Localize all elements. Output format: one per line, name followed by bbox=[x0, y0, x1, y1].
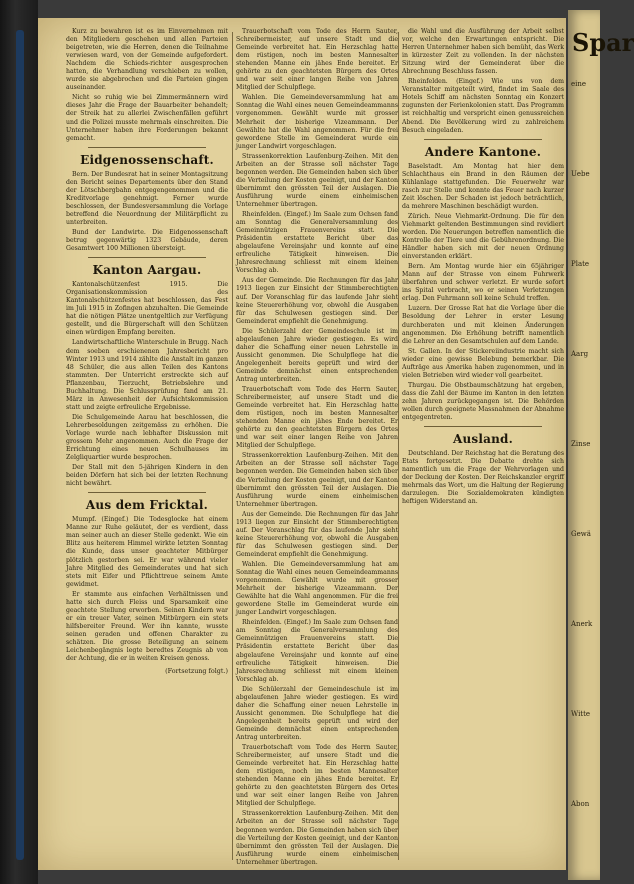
column-middle bbox=[236, 28, 398, 866]
divider bbox=[88, 492, 206, 493]
section-heading-ausland: Ausland. bbox=[452, 432, 514, 447]
article-paragraph: Bern. Der Bundesrat hat in seiner Montagsitzung den Bericht seines Departements über den Stand der Lötschbergbahn entgegengenommen und die Kreditvorlage genehmigt. Ferner wurde beschlossen, der Bundesversammlung die Vorlage betreffend die Neuordnung der Militärpflicht zu unterbreiten. bbox=[66, 170, 228, 226]
facing-page-title: Spar bbox=[572, 28, 634, 57]
book-binding bbox=[0, 0, 38, 884]
article-paragraph: Trauerbotschaft vom Tode des Herrn Sauter, Schreibermeister, auf unsere Stadt und die Gemeinde verbreitet hat. Ein Herzschlag hatte dem rüstigen, noch im besten Mannesalter stehenden Manne ein jähes Ende bereitet. Er gehörte zu den geachtetsten Bürgern des Ortes und war seit einer langen Reihe von Jahren Mitglied der Schulpflege. bbox=[236, 744, 398, 808]
article-paragraph: Kantonalschützenfest 1915. Die Organisationskommission des Kantonalschützenfestes hat beschlossen, das Fest im Juli 1915 in Zofingen abzuhalten. Die Gemeinde hat die nötigen Plätze unentgeltlich zur Verfügung gestellt, und die Bürgerschaft will den Schützen einen würdigen Empfang bereiten. bbox=[66, 281, 228, 337]
facing-page-fragment: Uebe bbox=[571, 170, 590, 178]
divider bbox=[424, 426, 542, 427]
divider bbox=[88, 147, 206, 148]
article-paragraph: Aus der Gemeinde. Die Rechnungen für das Jahr 1913 liegen zur Einsicht der Stimmberechtigten auf. Der Voranschlag für das laufende Jahr sieht keine Steuererhöhung vor, obwohl die Ausgaben für das Schulwesen gestiegen sind. Der Gemeinderat empfiehlt die Genehmigung. bbox=[236, 510, 398, 558]
column-left bbox=[66, 28, 228, 862]
article-paragraph: Kurz zu bewahren ist es im Einvernehmen mit den Mitgliedern geschehen und allen Parteien beigetreten, wie die Herren, denen die Teilnahme verwiesen ward, von der Gemeinde aufgefordert. Nachdem die Schieds-richter ausgesprochen hatten, die Verhandlung verschieben zu wollen, wurde sie abgebrochen und die Parteien gingen auseinander. bbox=[66, 28, 228, 92]
article-paragraph: Mumpf. (Eingef.) Die Todesglocke hat einem Manne zur Ruhe geläutet, der es verdient, dass man seiner auch an dieser Stelle gedenkt. Wie ein Blitz aus heiterem Himmel wirkte letzten Sonntag die Kunde, dass unser geachteter Mitbürger plötzlich gestorben sei. Er war während vieler Jahre Mitglied des Gemeinderates und hat sich stets mit Eifer und Pflichttreue seinem Amte gewidmet. bbox=[66, 516, 228, 588]
article-paragraph: Landwirtschaftliche Winterschule in Brugg. Nach dem soeben erschienenen Jahresbericht pro Winter 1913 und 1914 zählte die Anstalt im ganzen 48 Schüler, die aus allen Teilen des Kantons stammten. Der Unterricht erstreckte sich auf Pflanzenbau, Tierzucht, Betriebslehre und Buchhaltung. Die Schlussprüfung fand am 21. März in Anwesenheit der Aufsichtskommission statt und zeigte erfreuliche Ergebnisse. bbox=[66, 339, 228, 411]
section-heading-kanton-aargau: Kanton Aargau. bbox=[92, 263, 202, 278]
article-paragraph: Der Stall mit den 5-jährigen Kindern in den beiden Dörfern hat sich bei der letzten Rechnung nicht bewährt. bbox=[66, 464, 228, 488]
facing-page-fragment: Gewä bbox=[571, 530, 591, 538]
section-heading-eidgenossenschaft: Eidgenossenschaft. bbox=[80, 152, 214, 167]
column-rule bbox=[398, 32, 399, 860]
article-paragraph: Die Schülerzahl der Gemeindeschule ist im abgelaufenen Jahre wieder gestiegen. Es wird daher die Schaffung einer neuen Lehrstelle in Aussicht genommen. Die Schulpflege hat die Angelegenheit bereits geprüft und wird der Gemeinde demnächst einen entsprechenden Antrag unterbreiten. bbox=[236, 685, 398, 741]
article-paragraph: Rheinfelden. (Eingef.) Wie uns von dem Veranstalter mitgeteilt wird, findet im Saale des Hotels Schiff am nächsten Sonntag ein Konzert zugunsten der Ferienkolonien statt. Das Programm ist reichhaltig und verspricht einen genussreichen Abend. Die Bevölkerung wird zu zahlreichem Besuch eingeladen. bbox=[402, 78, 564, 134]
divider bbox=[88, 257, 206, 258]
article-paragraph: Rheinfelden. (Eingef.) Im Saale zum Ochsen fand am Sonntag die Generalversammlung des Gemeinnützigen Frauenvereins statt. Die Präsidentin erstattete Bericht über das abgelaufene Vereinsjahr und konnte auf eine erfreuliche Tätigkeit hinweisen. Die Jahresrechnung schliesst mit einem kleinen Vorschlag ab. bbox=[236, 211, 398, 275]
facing-page-fragment: Plate bbox=[571, 260, 590, 268]
section-heading-fricktal: Aus dem Fricktal. bbox=[85, 498, 209, 513]
column-right bbox=[402, 28, 564, 862]
facing-page-fragment: Zinse bbox=[571, 440, 591, 448]
article-paragraph: Wahlen. Die Gemeindeversammlung hat am Sonntag die Wahl eines neuen Gemeindeammanns vorgenommen. Gewählt wurde mit grosser Mehrheit der bisherige Vizeammann. Der Gewählte hat die Wahl angenommen. Für die frei gewordene Stelle im Gemeinderat wurde ein junger Landwirt vorgeschlagen. bbox=[236, 561, 398, 617]
column-rule bbox=[232, 32, 233, 860]
article-paragraph: Nicht so ruhig wie bei Zimmermännern wird dieses Jahr die Frage der Bauarbeiter behandelt; der Streik hat zu allerlei Zwischenfällen geführt und die Polizei musste mehrmals einschreiten. Die Unternehmer haben ihre Forderungen bekannt gemacht. bbox=[66, 94, 228, 142]
article-paragraph: Luzern. Der Grosse Rat hat die Vorlage über die Besoldung der Lehrer in erster Lesung durchberaten und mit kleinen Änderungen angenommen. Die Erhöhung betrifft namentlich die Lehrer an den Gesamtschulen auf dem Lande. bbox=[402, 305, 564, 345]
facing-page-fragment: eine bbox=[571, 80, 587, 88]
article-paragraph: Baselstadt. Am Montag hat hier dem Schlachthaus ein Brand in den Räumen der Kühlanlage stattgefunden. Die Feuerwehr war rasch zur Stelle und konnte das Feuer nach kurzer Zeit löschen. Der Schaden ist jedoch beträchtlich, da mehrere Maschinen beschädigt wurden. bbox=[402, 162, 564, 210]
binding-strip bbox=[16, 30, 24, 860]
divider bbox=[424, 139, 542, 140]
article-paragraph: Deutschland. Der Reichstag hat die Beratung des Etats fortgesetzt. Die Debatte drehte sich namentlich um die Frage der Wehrvorlagen und der Deckung der Kosten. Der Reichskanzler ergriff mehrmals das Wort, um die Haltung der Regierung darzulegen. Die Sozialdemokraten kündigten heftigen Widerstand an. bbox=[402, 450, 564, 506]
article-paragraph: Bern. Am Montag wurde hier ein 65jähriger Mann auf der Strasse von einem Fuhrwerk überfahren und schwer verletzt. Er wurde sofort ins Spital verbracht, wo er seinen Verletzungen erlag. Den Fuhrmann soll keine Schuld treffen. bbox=[402, 263, 564, 303]
article-paragraph: Trauerbotschaft vom Tode des Herrn Sauter, Schreibermeister, auf unsere Stadt und die Gemeinde verbreitet hat. Ein Herzschlag hatte dem rüstigen, noch im besten Mannesalter stehenden Manne ein jähes Ende bereitet. Er gehörte zu den geachtetsten Bürgern des Ortes und war seit einer langen Reihe von Jahren Mitglied der Schulpflege. bbox=[236, 28, 398, 92]
article-paragraph: Zürich. Neue Viehmarkt-Ordnung. Die für den Viehmarkt geltenden Bestimmungen sind revidiert worden. Die Neuerungen betreffen namentlich die Kontrolle der Tiere und die Gebührenordnung. Die Händler haben sich mit der neuen Ordnung einverstanden erklärt. bbox=[402, 212, 564, 261]
article-paragraph: Die Schulgemeinde Aarau hat beschlossen, die Lehrerbesoldungen zeitgemäss zu erhöhen. Die Vorlage wurde nach lebhafter Diskussion mit grossem Mehr angenommen. Auch die Frage der Errichtung eines neuen Schulhauses im Zelgliquartier wurde besprochen. bbox=[66, 413, 228, 462]
facing-page-fragment: Anerk bbox=[571, 620, 593, 628]
section-heading-andere-kantone: Andere Kantone. bbox=[424, 144, 542, 159]
article-paragraph: Er stammte aus einfachen Verhältnissen und hatte sich durch Fleiss und Sparsamkeit eine geachtete Stellung erworben. Seinen Kindern war er ein treuer Vater, seinen Mitbürgern ein stets hilfsbereiter Freund. Wer ihn kannte, wusste seinen geraden und offenen Charakter zu schätzen. Die grosse Beteiligung an seinem Leichenbegängnis legte beredtes Zeugnis ab von der Achtung, die er in weiten Kreisen genoss. bbox=[66, 590, 228, 663]
article-paragraph: Rheinfelden. (Eingef.) Im Saale zum Ochsen fand am Sonntag die Generalversammlung des Gemeinnützigen Frauenvereins statt. Die Präsidentin erstattete Bericht über das abgelaufene Vereinsjahr und konnte auf eine erfreuliche Tätigkeit hinweisen. Die Jahresrechnung schliesst mit einem kleinen Vorschlag ab. bbox=[236, 619, 398, 683]
article-paragraph: Die Schülerzahl der Gemeindeschule ist im abgelaufenen Jahre wieder gestiegen. Es wird daher die Schaffung einer neuen Lehrstelle in Aussicht genommen. Die Schulpflege hat die Angelegenheit bereits geprüft und wird der Gemeinde demnächst einen entsprechenden Antrag unterbreiten. bbox=[236, 327, 398, 383]
article-paragraph: Strassenkorrektion Laufenburg-Zeihen. Mit den Arbeiten an der Strasse soll nächster Tage begonnen werden. Die Gemeinden haben sich über die Verteilung der Kosten geeinigt, und der Kanton übernimmt den grössten Teil der Auslagen. Die Ausführung wurde einem einheimischen Unternehmer übertragen. bbox=[236, 452, 398, 508]
article-paragraph: Strassenkorrektion Laufenburg-Zeihen. Mit den Arbeiten an der Strasse soll nächster Tage begonnen werden. Die Gemeinden haben sich über die Verteilung der Kosten geeinigt, und der Kanton übernimmt den grössten Teil der Auslagen. Die Ausführung wurde einem einheimischen Unternehmer übertragen. bbox=[236, 152, 398, 208]
facing-page-fragment: Abon bbox=[571, 800, 590, 808]
facing-page-fragment: Witte bbox=[571, 710, 591, 718]
article-paragraph: die Wahl und die Ausführung der Arbeit selbst vor, welche den Erwartungen entspricht. Die Herren Unternehmer haben sich bemüht, das Werk in kürzester Zeit zu vollenden. In der nächsten Sitzung wird der Gemeinderat über die Abrechnung Beschluss fassen. bbox=[402, 28, 564, 76]
article-paragraph: St. Gallen. In der Stickereiindustrie macht sich wieder eine gewisse Belebung bemerkbar. Die Aufträge aus Amerika haben zugenommen, und in vielen Betrieben wird wieder voll gearbeitet. bbox=[402, 347, 564, 379]
article-paragraph: Wahlen. Die Gemeindeversammlung hat am Sonntag die Wahl eines neuen Gemeindeammanns vorgenommen. Gewählt wurde mit grosser Mehrheit der bisherige Vizeammann. Der Gewählte hat die Wahl angenommen. Für die frei gewordene Stelle im Gemeinderat wurde ein junger Landwirt vorgeschlagen. bbox=[236, 94, 398, 150]
facing-page-edge bbox=[568, 10, 634, 880]
article-paragraph: Trauerbotschaft vom Tode des Herrn Sauter, Schreibermeister, auf unsere Stadt und die Gemeinde verbreitet hat. Ein Herzschlag hatte dem rüstigen, noch im besten Mannesalter stehenden Manne ein jähes Ende bereitet. Er gehörte zu den geachtetsten Bürgern des Ortes und war seit einer langen Reihe von Jahren Mitglied der Schulpflege. bbox=[236, 386, 398, 450]
article-paragraph: Thurgau. Die Obstbaumschätzung hat ergeben, dass die Zahl der Bäume im Kanton in den letzten zehn Jahren zurückgegangen ist. Die Behörden wollen durch geeignete Massnahmen der Abnahme entgegentreten. bbox=[402, 381, 564, 422]
article-paragraph: Aus der Gemeinde. Die Rechnungen für das Jahr 1913 liegen zur Einsicht der Stimmberechtigten auf. Der Voranschlag für das laufende Jahr sieht keine Steuererhöhung vor, obwohl die Ausgaben für das Schulwesen gestiegen sind. Der Gemeinderat empfiehlt die Genehmigung. bbox=[236, 277, 398, 325]
article-paragraph: Strassenkorrektion Laufenburg-Zeihen. Mit den Arbeiten an der Strasse soll nächster Tage begonnen werden. Die Gemeinden haben sich über die Verteilung der Kosten geeinigt, und der Kanton übernimmt den grössten Teil der Auslagen. Die Ausführung wurde einem einheimischen Unternehmer übertragen. bbox=[236, 810, 398, 866]
facing-page-fragment: Aarg bbox=[571, 350, 589, 358]
continued-note: (Fortsetzung folgt.) bbox=[165, 667, 228, 676]
newspaper-page bbox=[38, 18, 566, 870]
article-paragraph: Bund der Landwirte. Die Eidgenossenschaft betrug gegenwärtig 1323 Gebäude, deren Gesamtwert 100 Millionen übersteigt. bbox=[66, 228, 228, 253]
